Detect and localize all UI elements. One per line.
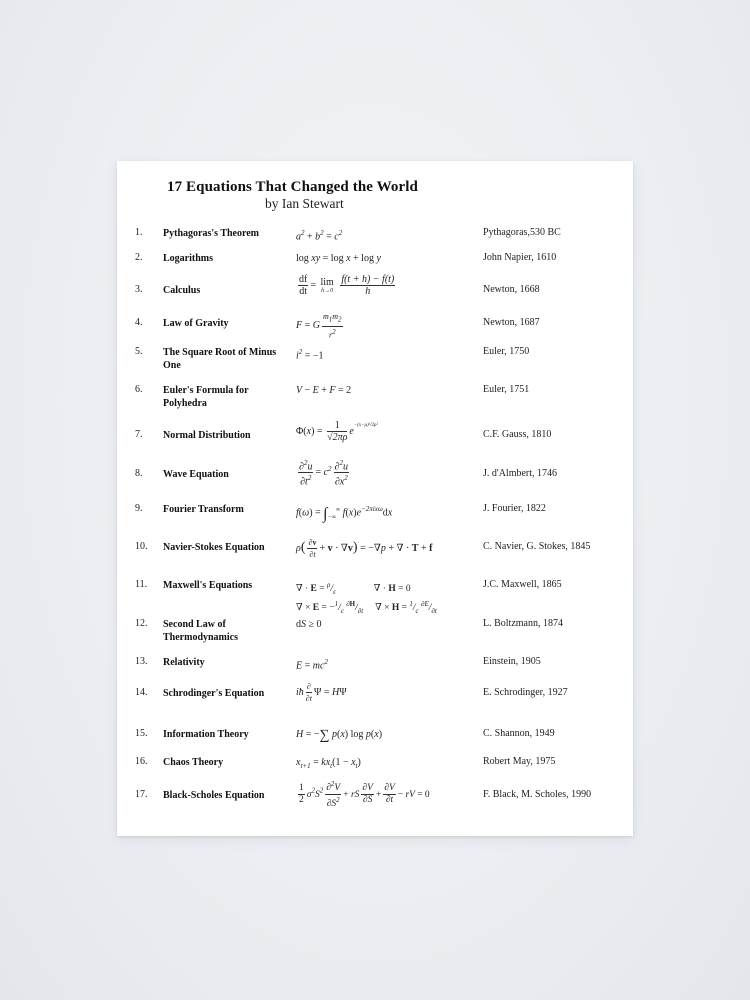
equation-row [117,579,633,616]
equation-name: Relativity [163,657,205,668]
equation-credit: E. Schrodinger, 1927 [483,687,568,698]
equation-row [117,420,633,459]
equation-row [117,728,633,758]
equation-name: Information Theory [163,729,249,740]
equation-row [117,346,633,376]
equation-formula: H = −∑ p(x) log p(x) [296,728,383,743]
row-number: 13. [135,656,148,667]
row-number: 5. [135,346,143,357]
equation-formula: $a^2 + b^2 = c^2$ [296,229,343,243]
equation-credit: L. Boltzmann, 1874 [483,618,563,629]
equation-credit: Euler, 1750 [483,346,530,357]
equation-row [117,274,633,314]
row-number: 10. [135,541,148,552]
equation-formula: log xy = log x + log y [296,253,381,264]
row-number: 14. [135,687,148,698]
equation-formula: iħ $\frac{\partial}{\partial t}$ Ψ = HΨ [296,682,347,703]
row-number: 8. [135,468,143,479]
equation-row [117,538,633,571]
equation-credit: Robert May, 1975 [483,756,556,767]
equation-credit: Einstein, 1905 [483,656,541,667]
equation-credit: C. Navier, G. Stokes, 1845 [483,541,591,552]
equation-credit: J.C. Maxwell, 1865 [483,579,562,590]
equation-formula: F = G $\frac{m_1m_2}{r^2}$ [296,312,342,340]
row-number: 1. [135,227,143,238]
equation-credit: Newton, 1668 [483,284,540,295]
equation-name: Chaos Theory [163,757,224,768]
equation-row [117,503,633,533]
equation-row [117,682,633,717]
equation-formula: $\frac{1}{2}$ $\sigma^2S^2$ $\frac{\partial^2V}{\partial S^2}$ + rS $\frac{\partial V}{\partial S}$ + $\frac{\partial V}{\partial t}$ − rV = 0 [299,780,430,810]
equation-formula: $x_{t+1} = kx_t(1 - x_t)$ [296,757,361,770]
equation-formula: V − E + F = 2 [296,385,352,396]
row-number: 11. [135,579,148,590]
equation-credit: John Napier, 1610 [483,252,557,263]
equation-name: Maxwell's Equations [163,580,253,591]
equation-formula: dS ≥ 0 [296,619,322,630]
equation-credit: Pythagoras,530 BC [483,227,561,238]
equation-name: Pythagoras's Theorem [163,228,260,239]
equation-formula: $f(\omega) = \int_{-\infty}^\infty$ $f(x)e^{-2\pi ix\omega}dx$ [296,505,393,523]
equation-name: Normal Distribution [163,430,251,441]
equation-credit: Euler, 1751 [483,384,530,395]
equation-name: Euler's Formula for Polyhedra [163,385,249,409]
equation-credit: C.F. Gauss, 1810 [483,429,552,440]
equation-row [117,618,633,648]
row-number: 12. [135,618,148,629]
row-number: 9. [135,503,143,514]
equation-formula: $\frac{df}{dt}$ = lim h→0 $\frac{f(t + h) - f(t)}{h}$ [299,274,395,297]
equation-row [117,384,633,414]
row-number: 3. [135,284,143,295]
equation-formula: $E = mc^2$ [296,658,328,672]
equation-formula: ∇ · $E = ^\rho/_\varepsilon$ ∇ · H = 0 ∇ × $E = -^1/_c$ $^{\partial H}/_{\partial t}$ ∇ × $H = ^1/_c$ $^{\partial E}/_{\partial t}$ [296,581,437,616]
equation-name: Logarithms [163,253,213,264]
row-number: 6. [135,384,143,395]
equation-credit: C. Shannon, 1949 [483,728,555,739]
equation-row [117,312,633,347]
equation-formula: ρ( $\frac{\partial v}{\partial t}$ + v · ∇v) = −∇p + ∇ · T + f [296,538,433,559]
equation-credit: J. Fourier, 1822 [483,503,546,514]
equation-credit: F. Black, M. Scholes, 1990 [483,789,592,800]
equation-name: Second Law of Thermodynamics [163,619,238,643]
row-number: 15. [135,728,148,739]
equation-row [117,780,633,819]
row-number: 17. [135,789,148,800]
equation-credit: Newton, 1687 [483,317,540,328]
equation-formula: $\frac{\partial^2u}{\partial t^2}$ = $c^2$ $\frac{\partial^2u}{\partial x^2}$ [299,459,348,488]
equation-name: Navier-Stokes Equation [163,542,265,553]
equation-name: Black-Scholes Equation [163,790,265,801]
equation-row [117,459,633,498]
equation-name: Calculus [163,285,201,296]
row-number: 16. [135,756,148,767]
equation-formula: Φ(x) = $\frac{1}{√2\pi\rho}$ $e^{-(x-\mu)^2/2\rho^2}$ [296,420,378,444]
poster [117,161,633,836]
equation-name: Schrodinger's Equation [163,688,265,699]
equation-name: The Square Root of Minus One [163,347,277,371]
equation-credit: J. d'Almbert, 1746 [483,468,558,479]
row-number: 7. [135,429,143,440]
equation-formula: $i^2 = -1$ [296,348,324,362]
poster-subtitle: by Ian Stewart [265,196,344,211]
equation-name: Fourier Transform [163,504,244,515]
row-number: 4. [135,317,143,328]
equation-name: Wave Equation [163,469,229,480]
poster-title: 17 Equations That Changed the World [167,179,418,195]
equation-name: Law of Gravity [163,318,229,329]
row-number: 2. [135,252,143,263]
